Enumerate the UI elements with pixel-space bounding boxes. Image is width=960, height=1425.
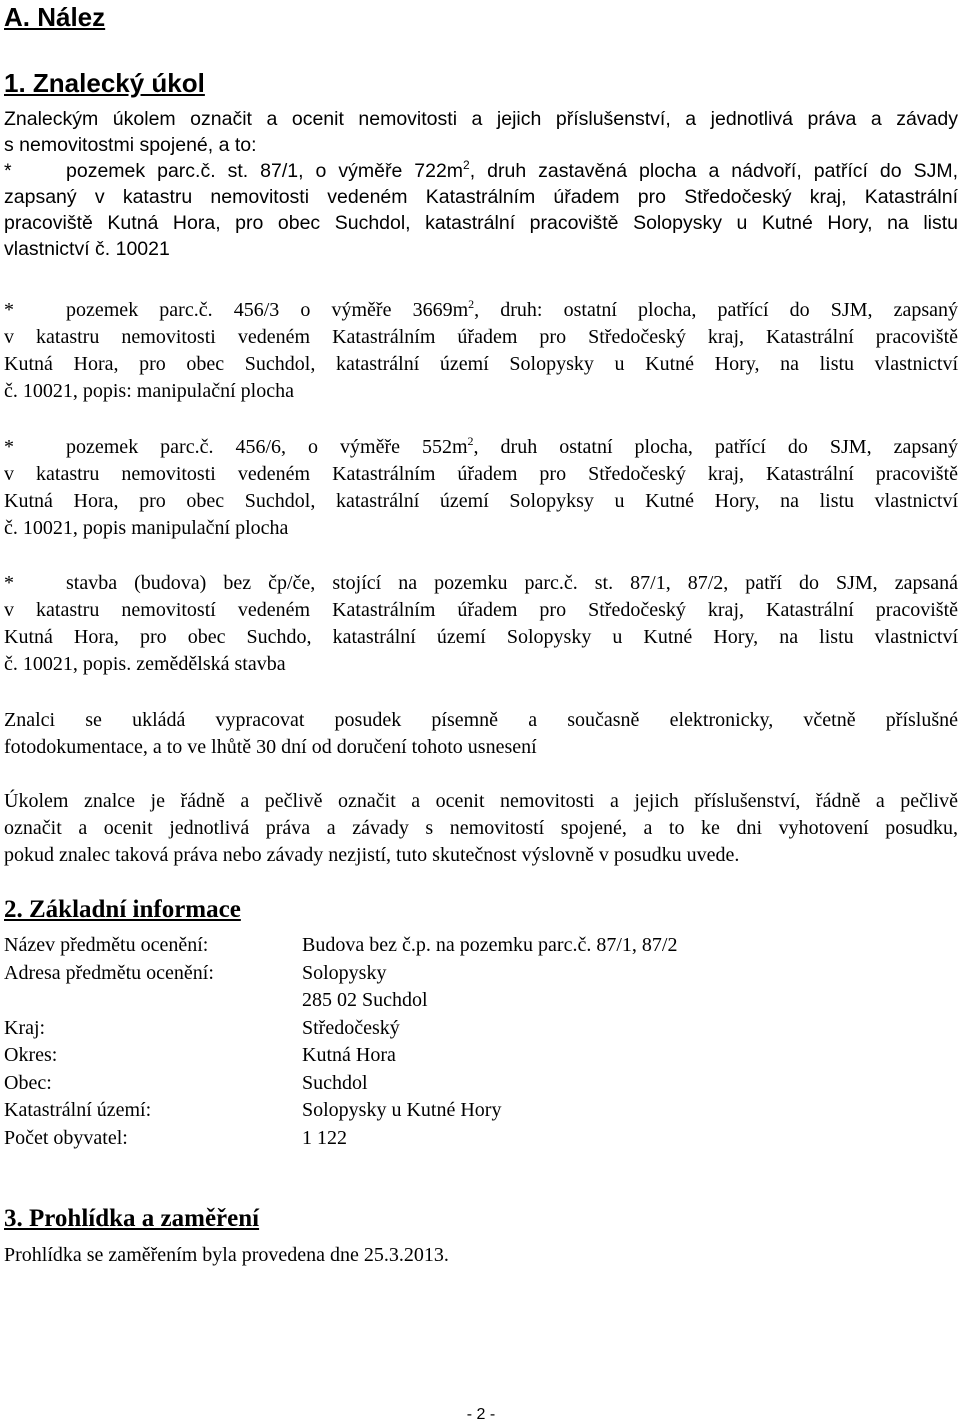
info-value: 285 02 Suchdol — [302, 989, 428, 1011]
text-line: Znalci se ukládá vypracovat posudek písemně a současně elektronicky, včetně příslušné — [4, 709, 958, 731]
info-row — [4, 1042, 677, 1070]
info-value: Solopysky u Kutné Hory — [302, 1099, 502, 1121]
section-heading-1: 1. Znalecký úkol — [4, 68, 205, 98]
text-line: č. 10021, popis manipulační plocha — [4, 517, 289, 539]
text-line: Kutná Hora, pro obec Suchdol, katastrální území Solopyksy u Kutné Hory, na listu vlastnictví — [4, 490, 958, 512]
info-row — [4, 932, 677, 960]
text-segment: pozemek parc.č. st. 87/1, o výměře 722m — [66, 160, 464, 182]
info-label: Kraj: — [4, 1016, 46, 1039]
bullet: * — [4, 436, 14, 458]
task-intro-paragraph — [4, 106, 958, 262]
info-value: Kutná Hora — [302, 1044, 396, 1066]
item1-line1 — [4, 158, 958, 184]
info-value: 1 122 — [302, 1126, 347, 1149]
info-label — [4, 987, 302, 1015]
text-line: Prohlídka se zaměřením byla provedena dne 25.3.2013. — [4, 1244, 449, 1266]
superscript: 2 — [468, 297, 475, 311]
item4-line1 — [4, 570, 958, 597]
text-line: pokud znalec taková práva nebo závady nezjistí, tuto skutečnost výslovně v posudku uvede. — [4, 844, 740, 866]
section-heading-2: 2. Základní informace — [4, 896, 241, 923]
info-label: Počet obyvatel: — [4, 1126, 128, 1149]
section-heading-a: A. Nález — [4, 2, 106, 32]
info-row — [4, 1097, 677, 1125]
text-line: s nemovitostmi spojené, a to: — [4, 134, 257, 156]
text-line: Kutná Hora, pro obec Suchdol, katastrální území Solopysky u Kutné Hory, na listu vlastnictví — [4, 353, 958, 375]
info-label: Adresa předmětu ocenění: — [4, 961, 214, 984]
text-line: v katastru nemovitostí vedeném Katastrálním úřadem pro Středočeský kraj, Katastrální pracoviště — [4, 599, 958, 621]
page-number: - 2 - — [466, 1406, 496, 1423]
text-line: v katastru nemovitosti vedeném Katastrálním úřadem pro Středočeský kraj, Katastrální pracoviště — [4, 463, 958, 485]
text-segment: stavba (budova) bez čp/če, stojící na pozemku parc.č. st. 87/1, 87/2, patří do SJM, zapsaná — [66, 572, 958, 594]
item3-line1 — [4, 434, 958, 461]
bullet: * — [4, 572, 14, 594]
item2-paragraph — [4, 297, 958, 405]
item3-paragraph — [4, 434, 958, 542]
item4-paragraph — [4, 570, 958, 678]
text-segment: , druh zastavěná plocha a nádvoří, patřící do SJM, — [469, 160, 958, 182]
bullet: * — [4, 160, 12, 182]
info-label: Katastrální území: — [4, 1099, 152, 1121]
info-label: Obec: — [4, 1071, 52, 1094]
text-segment: , druh ostatní plocha, patřící do SJM, zapsaný — [473, 436, 958, 458]
info-row — [4, 1070, 677, 1098]
item2-line1 — [4, 297, 958, 324]
info-value: Budova bez č.p. na pozemku parc.č. 87/1, 87/2 — [302, 934, 678, 956]
text-line: fotodokumentace, a to ve lhůtě 30 dní od doručení tohoto usnesení — [4, 736, 537, 758]
text-line: zapsaný v katastru nemovitosti vedeném Katastrálním úřadem pro Středočeský kraj, Katastrální — [4, 186, 958, 208]
info-row — [4, 1125, 677, 1153]
info-value: Suchdol — [302, 1071, 368, 1094]
text-segment: pozemek parc.č. 456/6, o výměře 552m — [66, 436, 468, 458]
text-line: č. 10021, popis: manipulační plocha — [4, 380, 294, 402]
task-paragraph — [4, 707, 958, 761]
text-line: Úkolem znalce je řádně a pečlivě označit a ocenit nemovitosti a jejich příslušenství, řádně a pečlivě — [4, 790, 958, 812]
text-line: č. 10021, popis. zemědělská stavba — [4, 653, 286, 675]
text-line: označit a ocenit jednotlivá práva a závady s nemovitostí spojené, a to ke dni vyhotovení posudku, — [4, 817, 958, 839]
bullet: * — [4, 299, 14, 321]
text-line: Znaleckým úkolem označit a ocenit nemovitosti a jejich příslušenství, a jednotlivá práva a závady — [4, 108, 958, 130]
text-line: v katastru nemovitosti vedeném Katastrálním úřadem pro Středočeský kraj, Katastrální pracoviště — [4, 326, 958, 348]
inspection-paragraph — [4, 1242, 958, 1269]
info-value: Středočeský — [302, 1016, 400, 1039]
info-label: Okres: — [4, 1044, 58, 1066]
text-segment: , druh: ostatní plocha, patřící do SJM, zapsaný — [474, 299, 959, 321]
info-label: Název předmětu ocenění: — [4, 934, 209, 956]
info-row — [4, 960, 677, 988]
info-value: Solopysky — [302, 961, 387, 984]
basic-info-table — [4, 932, 677, 1152]
task-detail-paragraph — [4, 788, 958, 869]
info-row — [4, 1015, 677, 1043]
text-segment: pozemek parc.č. 456/3 o výměře 3669m — [66, 299, 469, 321]
section-heading-3: 3. Prohlídka a zaměření — [4, 1205, 260, 1232]
superscript: 2 — [463, 158, 470, 172]
info-row — [4, 987, 677, 1015]
text-line: pracoviště Kutná Hora, pro obec Suchdol, katastrální pracoviště Solopysky u Kutné Hory, na listu — [4, 212, 958, 234]
text-line: vlastnictví č. 10021 — [4, 238, 170, 260]
superscript: 2 — [467, 434, 474, 448]
text-line: Kutná Hora, pro obec Suchdo, katastrální území Solopysky u Kutné Hory, na listu vlastnictví — [4, 626, 958, 648]
